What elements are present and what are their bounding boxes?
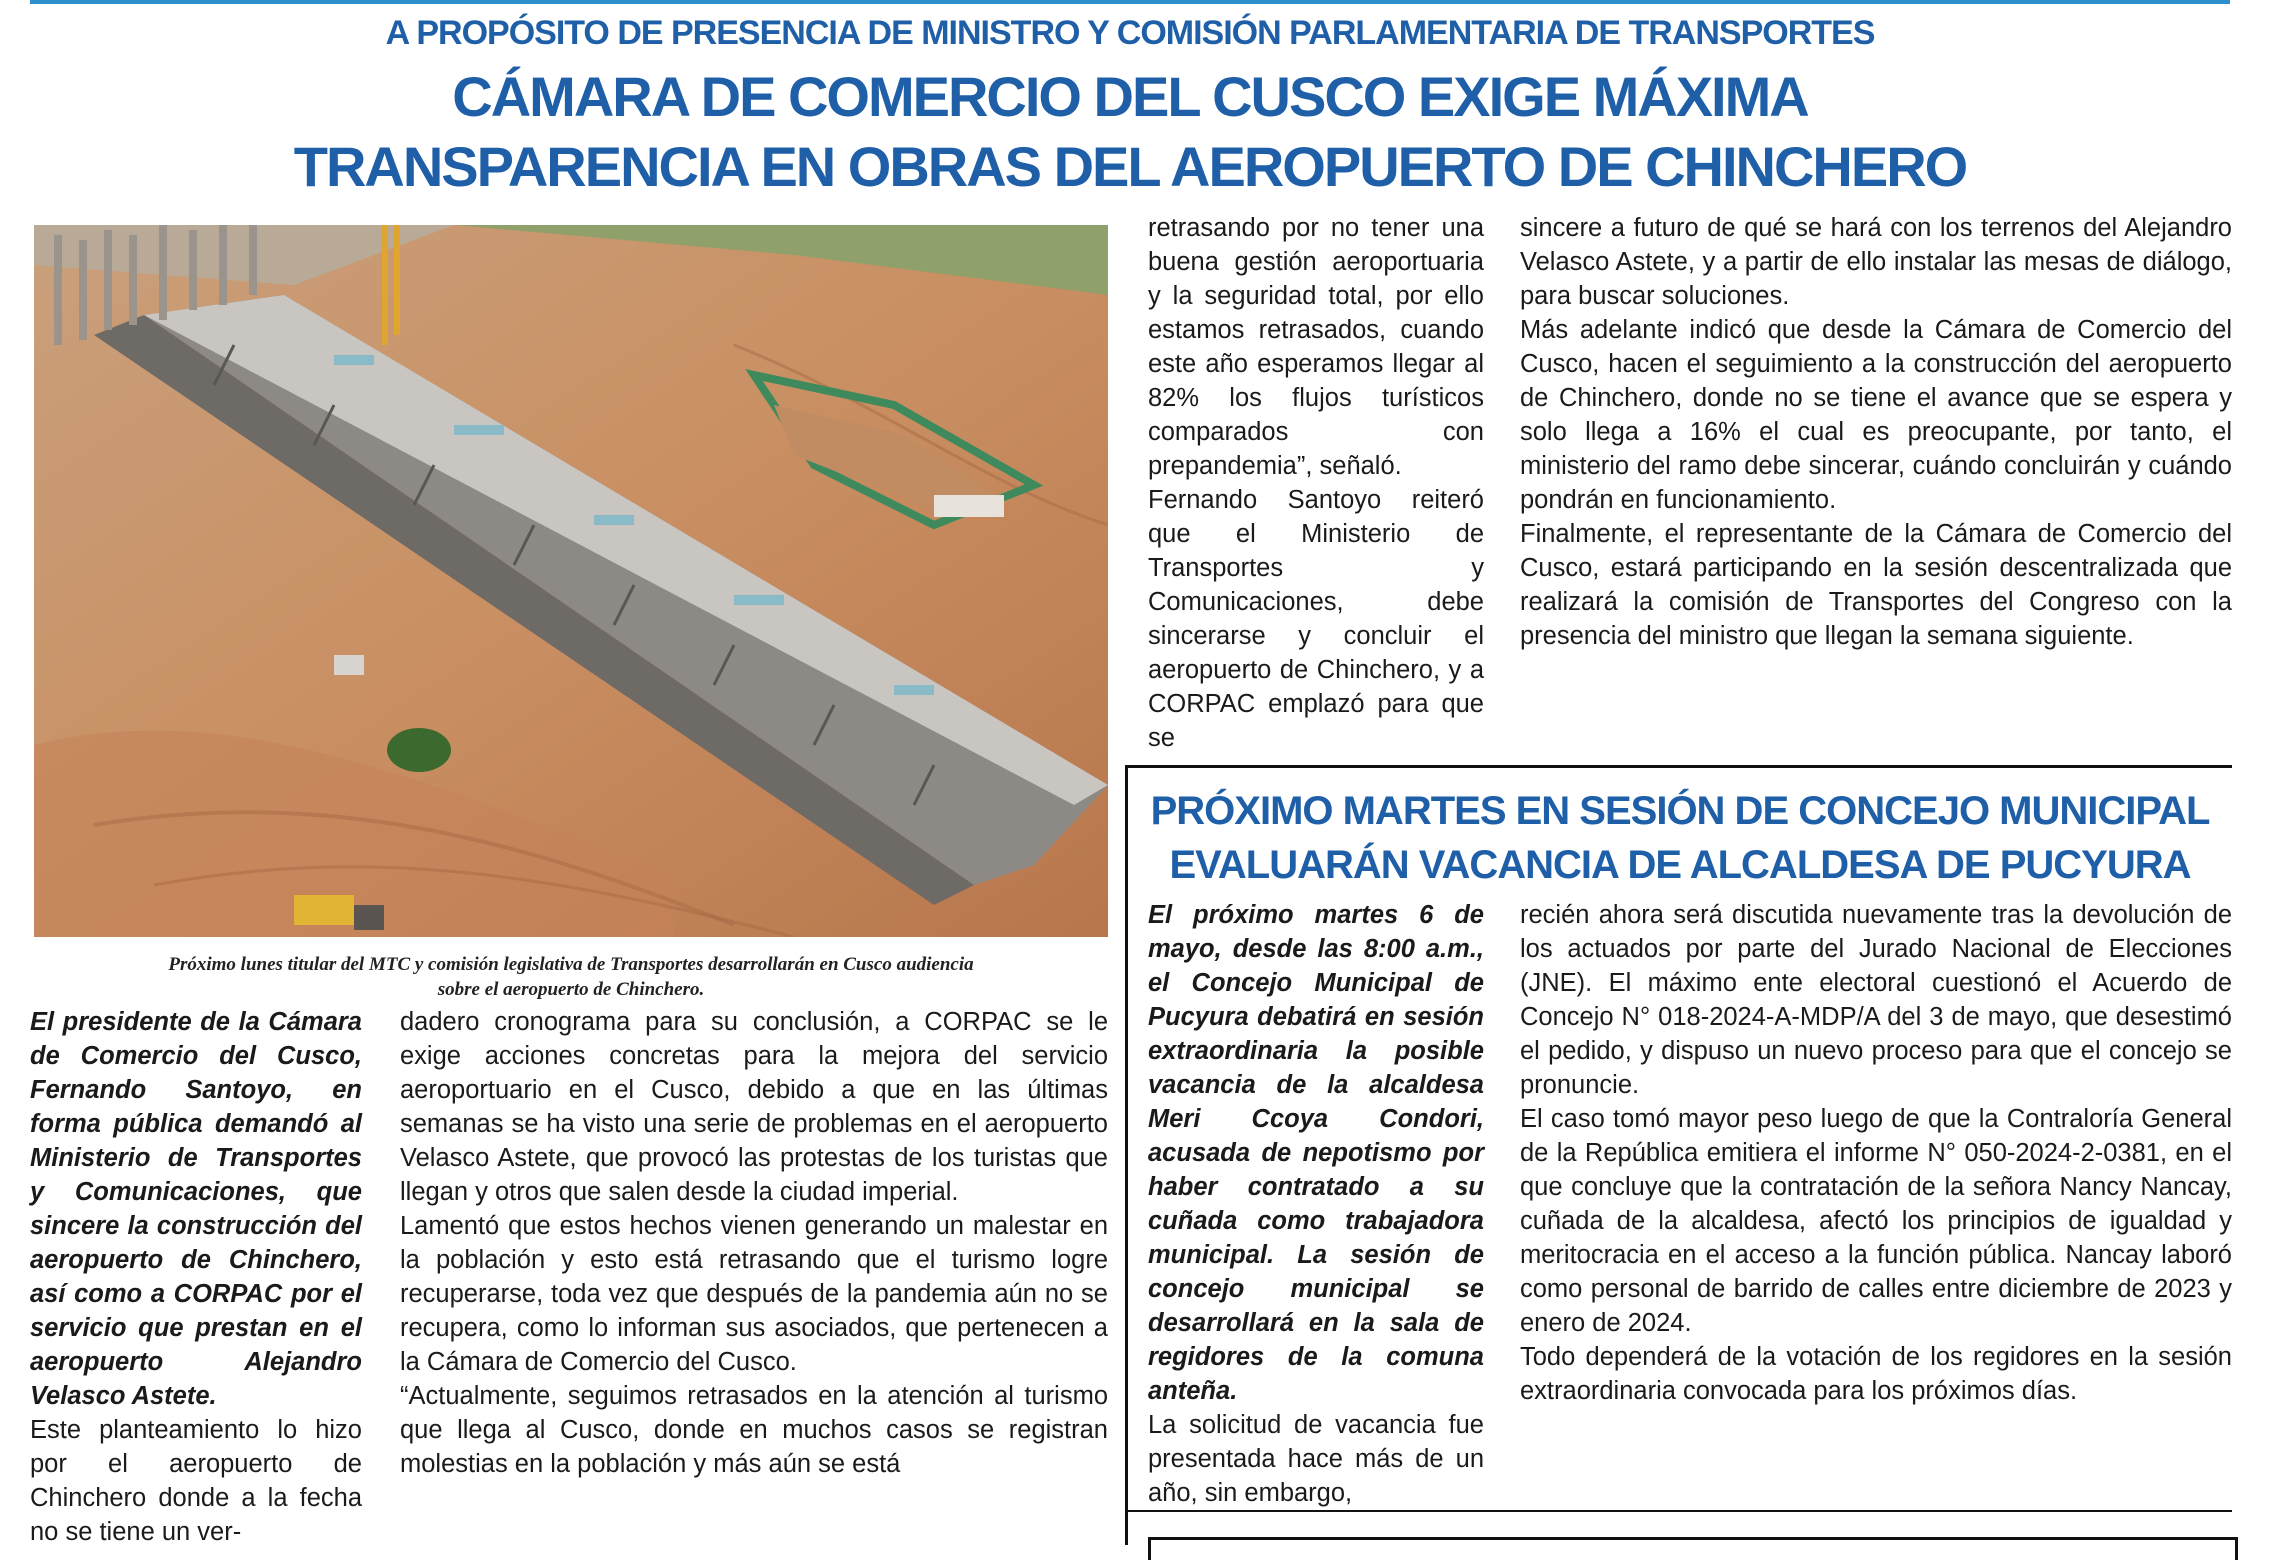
article2-paragraph: Todo dependerá de la votación de los regidores en la sesión extraordinaria convocada para los próximos días. — [1520, 1343, 2232, 1405]
airport-construction-photo — [34, 225, 1108, 937]
caption-line-2: sobre el aeropuerto de Chinchero. — [437, 979, 705, 1000]
article-kicker: A PROPÓSITO DE PRESENCIA DE MINISTRO Y COMISIÓN PARLAMENTARIA DE TRANSPORTES — [385, 14, 1875, 52]
article1-paragraph: sincere a futuro de qué se hará con los terrenos del Alejandro Velasco Astete, y a partir de ello instalar las mesas de diálogo, para buscar soluciones. — [1520, 214, 2232, 310]
article2-paragraph: El caso tomó mayor peso luego de que la Contraloría General de la República emitiera el informe N° 050-2024-2-0381, en el que concluye que la contratación de la señora Nancy Nancay, cuñada de la alcaldesa, afectó los principios de igualdad y meritocracia en el acceso a la función pública. Nancay laboró como personal de barrido de calles entre diciembre de 2023 y enero de 2024. — [1520, 1105, 2232, 1337]
article2-headline — [1130, 784, 2230, 892]
article1-column-1 — [30, 1005, 362, 1549]
article2-column-1 — [1148, 898, 1484, 1510]
article1-paragraph: Este planteamiento lo hizo por el aeropuerto de Chinchero donde a la fecha no se tiene un ver- — [30, 1416, 362, 1546]
article1-column-4 — [1520, 211, 2232, 653]
column-divider — [1125, 765, 1128, 1545]
article1-paragraph: Fernando Santoyo reiteró que el Ministerio de Transportes y Comunicaciones, debe sincerarse y concluir el aeropuerto de Chinchero, y a CORPAC emplazó para que se — [1148, 486, 1484, 752]
article1-column-3 — [1148, 211, 1484, 755]
caption-line-1: Próximo lunes titular del MTC y comisión legislativa de Transportes desarrollarán en Cusco audiencia — [168, 954, 974, 975]
article-headline — [0, 62, 2260, 202]
article1-paragraph: Finalmente, el representante de la Cámara de Comercio del Cusco, estará participando en la sesión descentralizada que realizará la comisión de Transportes del Congreso con la presencia del ministro que llegan la semana siguiente. — [1520, 520, 2232, 650]
article1-paragraph: Lamentó que estos hechos vienen generando un malestar en la población y esto está retrasando que el turismo logre recuperarse, toda vez que después de la pandemia aún no se recupera, como lo informan sus asociados, que pertenecen a la Cámara de Comercio del Cusco. — [400, 1212, 1108, 1376]
article1-paragraph: dadero cronograma para su conclusión, a CORPAC se le exige acciones concretas para la mejora del servicio aeroportuario en el Cusco, debido a que en las últimas semanas se ha visto una serie de problemas en el aeropuerto Velasco Astete, que provocó las protestas de los turistas que llegan y otros que salen desde la ciudad imperial. — [400, 1008, 1108, 1206]
headline-line-2: TRANSPARENCIA EN OBRAS DEL AEROPUERTO DE CHINCHERO — [293, 135, 1967, 198]
article2-column-2 — [1520, 898, 2232, 1408]
article2-paragraph: recién ahora será discutida nuevamente tras la devolución de los actuados por parte del Jurado Nacional de Elecciones (JNE). El máximo ente electoral cuestionó el Acuerdo de Concejo N° 018-2024-A-MDP/A del 3 de mayo, que desestimó el pedido, y dispuso un nuevo proceso para que el concejo se pronuncie. — [1520, 901, 2232, 1099]
section-divider — [1125, 765, 2232, 768]
article1-column-2 — [400, 1005, 1108, 1481]
section-divider-bottom — [1125, 1510, 2232, 1512]
headline2-line-1: PRÓXIMO MARTES EN SESIÓN DE CONCEJO MUNICIPAL — [1150, 789, 2210, 833]
photo-caption — [34, 952, 1108, 1002]
article1-paragraph: “Actualmente, seguimos retrasados en la atención al turismo que llega al Cusco, donde en muchos casos se registran molestias en la población y más aún se está — [400, 1382, 1108, 1478]
article1-paragraph: Más adelante indicó que desde la Cámara de Comercio del Cusco, hacen el seguimiento a la construcción del aeropuerto de Chinchero, donde no se tiene el avance que se espera y solo llega a 16% el cual es preocupante, por tanto, el ministerio del ramo debe sincerar, cuándo concluirán y cuándo pondrán en funcionamiento. — [1520, 316, 2232, 514]
article2-lead: El próximo martes 6 de mayo, desde las 8:00 a.m., el Concejo Municipal de Pucyura debatirá en sesión extraordinaria la posible vacancia de la alcaldesa Meri Ccoya Condori, acusada de nepotismo por haber contratado a su cuñada como trabajadora municipal. La sesión de concejo municipal se desarrollará en la sala de regidores de la comuna anteña. — [1148, 901, 1484, 1405]
headline2-line-2: EVALUARÁN VACANCIA DE ALCALDESA DE PUCYURA — [1169, 843, 2191, 887]
top-rule — [30, 0, 2230, 4]
next-article-box — [1148, 1537, 2238, 1560]
article2-paragraph: La solicitud de vacancia fue presentada hace más de un año, sin embargo, — [1148, 1411, 1484, 1507]
headline-line-1: CÁMARA DE COMERCIO DEL CUSCO EXIGE MÁXIMA — [452, 65, 1808, 128]
article1-paragraph: retrasando por no tener una buena gestión aeroportuaria y la seguridad total, por ello estamos retrasados, cuando este año esperamos llegar al 82% los flujos turísticos comparados con prepandemia”, señaló. — [1148, 214, 1484, 480]
article1-lead: El presidente de la Cámara de Comercio del Cusco, Fernando Santoyo, en forma pública demandó al Ministerio de Transportes y Comunicaciones, que sincere la construcción del aeropuerto de Chinchero, así como a CORPAC por el servicio que prestan en el aeropuerto Alejandro Velasco Astete. — [30, 1008, 362, 1410]
